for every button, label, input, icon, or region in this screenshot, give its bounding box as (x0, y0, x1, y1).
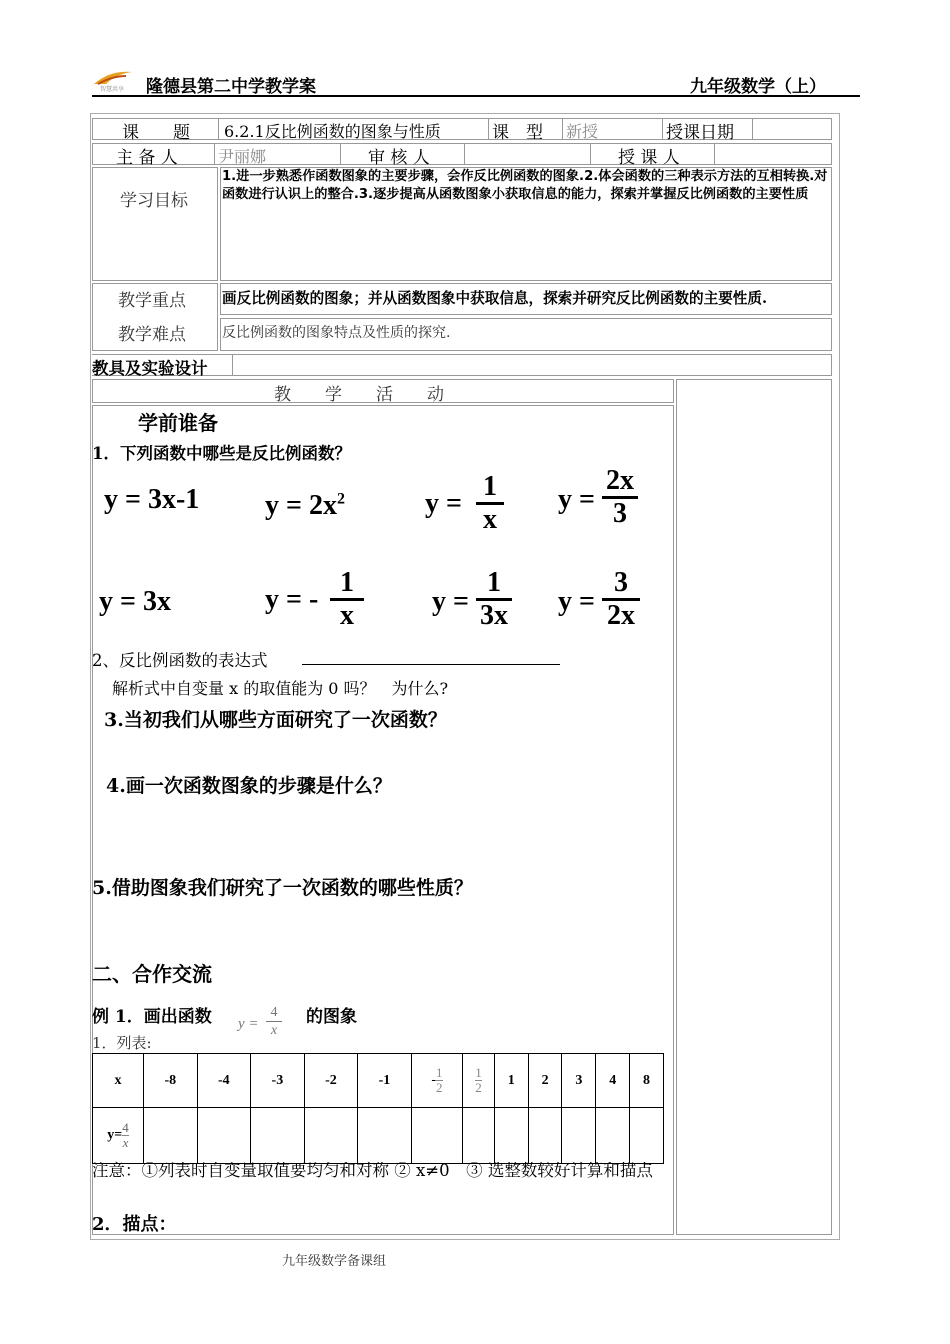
example-prefix: 例 1．画出函数 (92, 1007, 212, 1027)
x-value-cell: -4 (197, 1054, 251, 1108)
function-4-lhs: y = (558, 484, 595, 515)
y-value-cell[interactable] (197, 1108, 251, 1164)
function-6-fraction: 1 x (330, 568, 364, 631)
difficult-text: 反比例函数的图象特点及性质的探究. (222, 325, 451, 341)
function-8-lhs: y = (558, 586, 595, 617)
goals-text: 1.进一步熟悉作函数图象的主要步骤，会作反比例函数的图象.2.体会函数的三种表示方法的互相转换.对函数进行认识上的整合.3.逐步提高从函数图象小获取信息的能力，探索并掌握反比例函数的主要性质 (222, 169, 828, 202)
coop-heading: 二、合作交流 (92, 962, 212, 986)
x-value-cell: -3 (251, 1054, 305, 1108)
step-1-label: 1．列表: (92, 1034, 152, 1052)
function-7-lhs: y = (432, 586, 469, 617)
logo-caption: 智慧共享 (100, 86, 125, 93)
logo (92, 66, 134, 92)
y-value-cell[interactable] (411, 1108, 462, 1164)
y-value-cell[interactable] (596, 1108, 630, 1164)
activity-header: 教 学 活 动 (274, 385, 444, 405)
difficult-label: 教学难点 (118, 325, 186, 345)
x-value-cell-half: $\frac{1}{2}$ (463, 1054, 495, 1108)
x-value-cell: 4 (596, 1054, 630, 1108)
y-label-cell: y= $\frac{4}{x}$ (93, 1108, 144, 1164)
example-function-fraction: 4 x (266, 1004, 282, 1039)
key-label: 教学重点 (118, 291, 186, 311)
people-row (92, 143, 832, 165)
x-value-cell: -1 (358, 1054, 412, 1108)
type-label: 课 型 (492, 123, 543, 143)
reviewer-label: 审 核 人 (368, 148, 430, 168)
function-3-fraction: 1 x (476, 472, 504, 535)
x-row (93, 1054, 664, 1108)
activity-side-column (676, 379, 832, 1235)
step-2-label: 2．描点： (92, 1214, 177, 1235)
function-7-fraction: 1 3x (476, 568, 512, 631)
values-table (92, 1053, 664, 1164)
y-value-cell[interactable] (494, 1108, 528, 1164)
type-value: 新授 (566, 122, 599, 141)
y-value-cell[interactable] (251, 1108, 305, 1164)
function-5: y = 3x (99, 586, 171, 617)
header-rule (92, 95, 860, 97)
x-value-cell: 8 (630, 1054, 664, 1108)
preparer-value: 尹丽娜 (218, 147, 267, 166)
function-6-lhs: y = - (265, 584, 319, 615)
x-value-cell: 3 (562, 1054, 596, 1108)
x-label-cell: x (93, 1054, 144, 1108)
tools-label: 教具及实验设计 (92, 359, 208, 378)
y-value-cell[interactable] (528, 1108, 562, 1164)
prep-question-2: 2、反比例函数的表达式 (92, 651, 268, 670)
footer-text: 九年级数学备课组 (282, 1254, 387, 1269)
prep-question-3: 3.当初我们从哪些方面研究了一次函数？ (104, 709, 447, 731)
x-value-cell-neg-half: - $\frac{1}{2}$ (411, 1054, 462, 1108)
function-4-fraction: 2x 3 (602, 466, 638, 529)
y-row (93, 1108, 664, 1164)
y-value-cell[interactable] (630, 1108, 664, 1164)
prep-heading: 学前谁备 (138, 411, 218, 435)
x-value-cell: -2 (304, 1054, 358, 1108)
x-value-cell: 2 (528, 1054, 562, 1108)
answer-blank-line (302, 664, 560, 665)
function-3-lhs: y = (425, 488, 462, 519)
function-2: $y = 2x^2$ (265, 490, 345, 521)
prep-question-4: 4.画一次函数图象的步骤是什么？ (106, 775, 392, 797)
prep-question-5: 5.借助图象我们研究了一次函数的哪些性质？ (92, 877, 473, 899)
example-function: y = (238, 1016, 259, 1032)
key-text: 画反比例函数的图象；并从函数图象中获取信息，探索并研究反比例函数的主要性质. (222, 290, 768, 307)
table-note: 注意：①列表时自变量取值要均匀和对称 ② x≠0 ③ 选整数较好计算和描点 (92, 1161, 653, 1180)
y-value-cell[interactable] (304, 1108, 358, 1164)
school-title: 隆德县第二中学教学案 (146, 77, 316, 97)
example-suffix: 的图象 (306, 1007, 357, 1027)
preparer-label: 主 备 人 (116, 148, 178, 168)
prep-question-1: 1．下列函数中哪些是反比例函数？ (92, 444, 351, 463)
function-1: y = 3x-1 (104, 484, 200, 515)
y-value-cell[interactable] (358, 1108, 412, 1164)
date-label: 授课日期 (666, 123, 734, 143)
prep-question-2-sub: 解析式中自变量 x 的取值能为 0 吗？ 为什么? (112, 679, 449, 698)
topic-value: 6.2.1反比例函数的图象与性质 (224, 122, 441, 141)
x-value-cell: -8 (144, 1054, 198, 1108)
x-value-cell: 1 (494, 1054, 528, 1108)
function-8-fraction: 3 2x (602, 568, 640, 631)
y-value-cell[interactable] (562, 1108, 596, 1164)
topic-label: 课 题 (122, 123, 190, 143)
goals-label-cell (92, 167, 218, 281)
grade-title: 九年级数学（上） (690, 77, 826, 97)
y-value-cell[interactable] (144, 1108, 198, 1164)
teacher-label: 授 课 人 (618, 148, 680, 168)
goals-label: 学习目标 (120, 191, 188, 211)
y-value-cell[interactable] (463, 1108, 495, 1164)
